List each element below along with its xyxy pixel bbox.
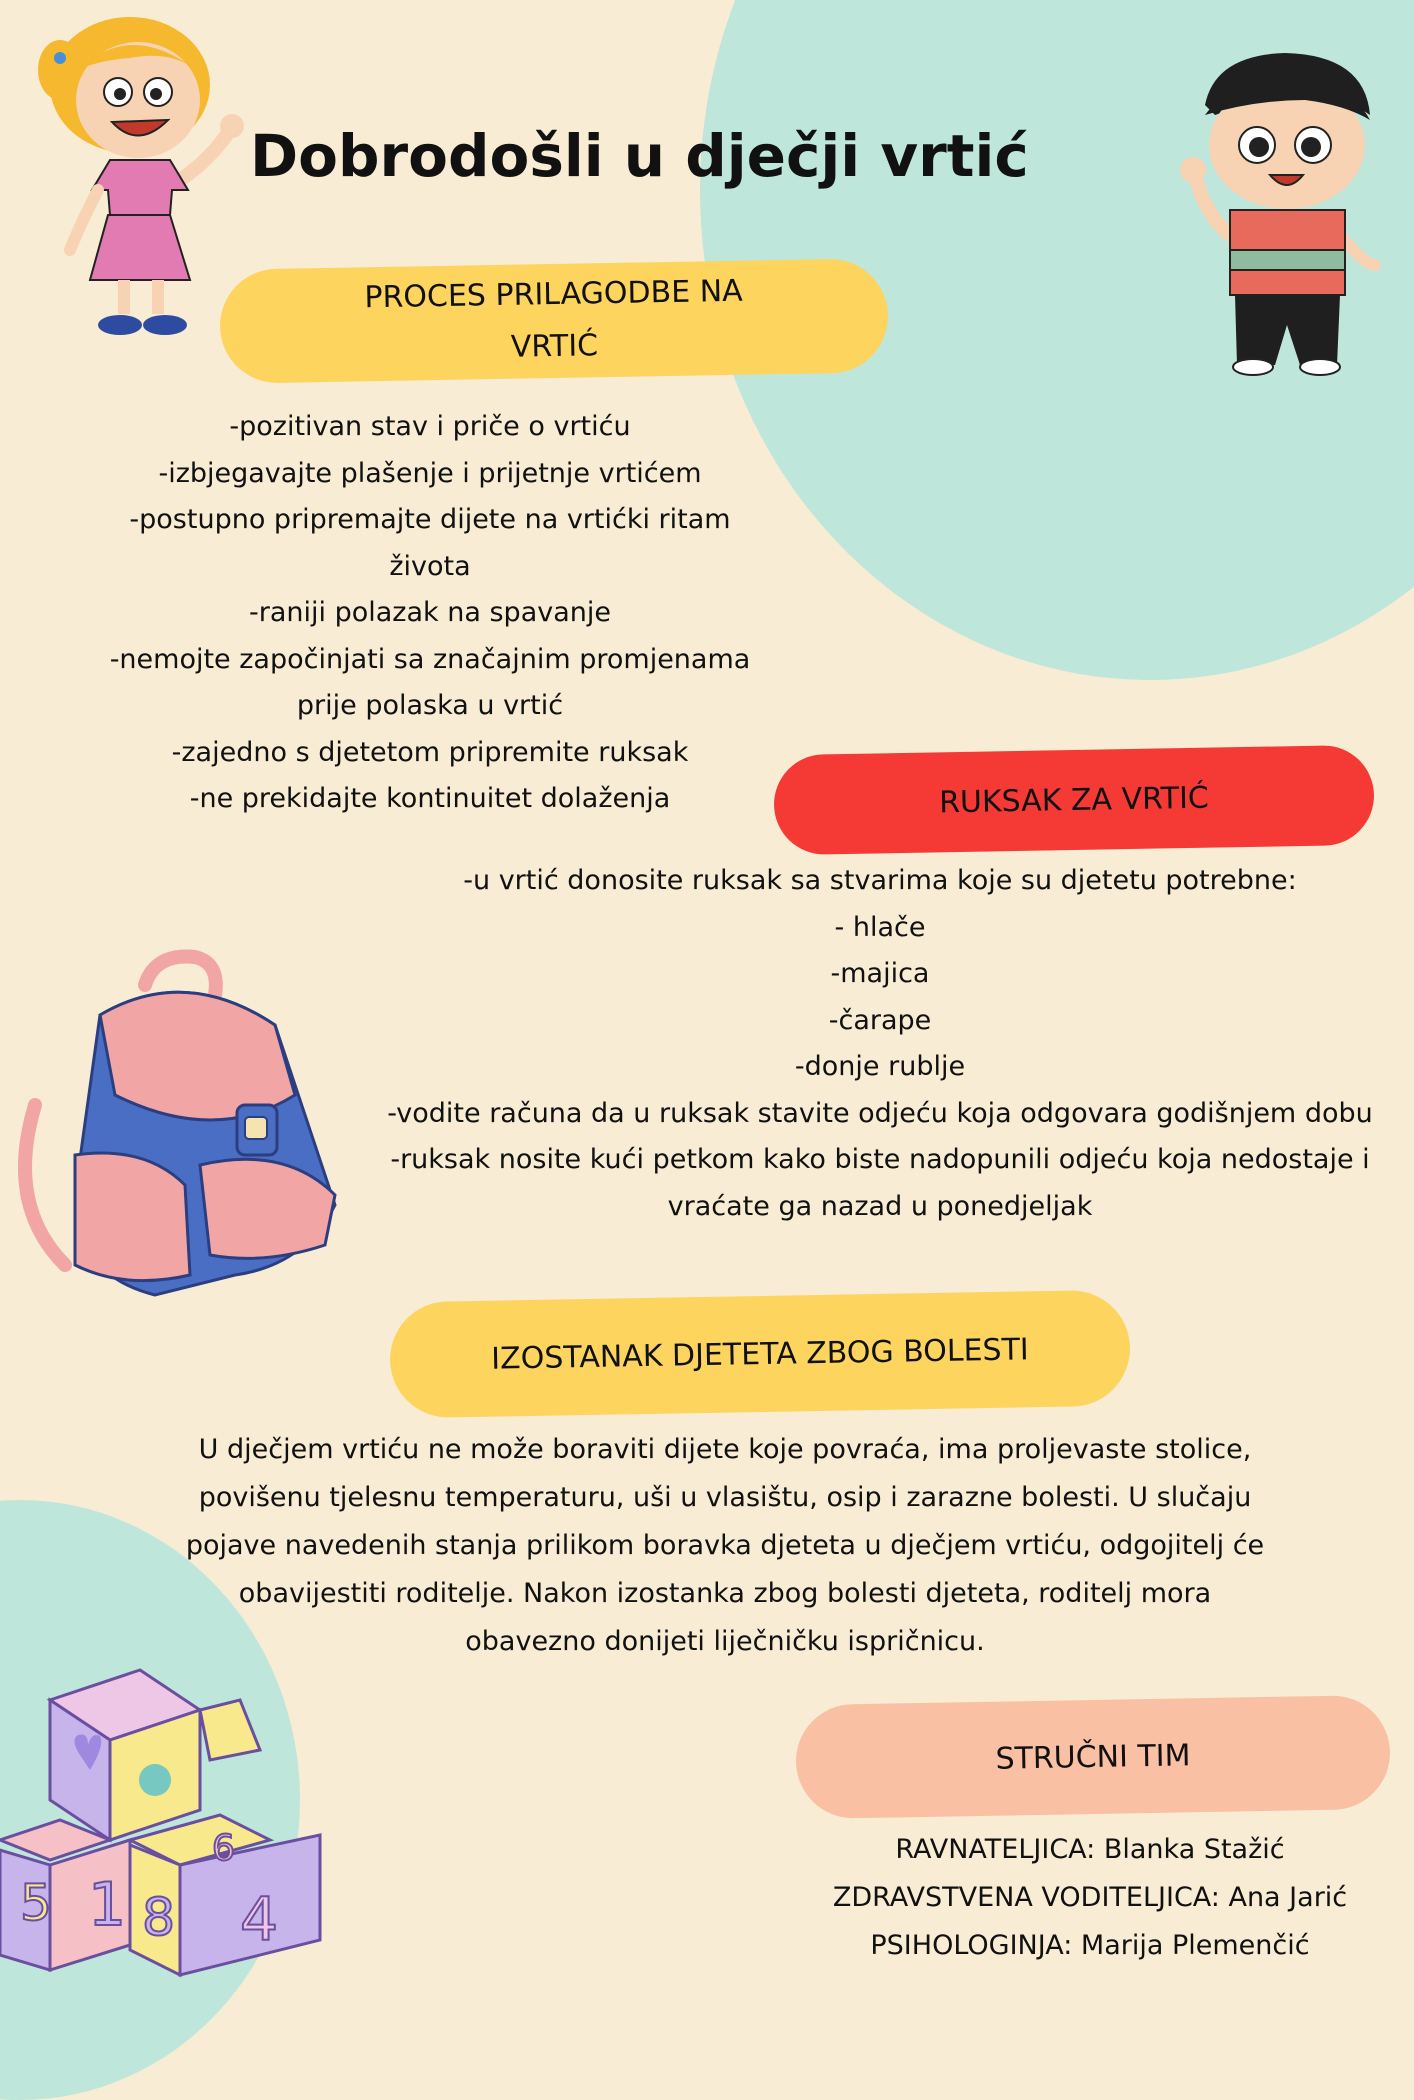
page-title: Dobrodošli u dječji vrtić xyxy=(250,122,1029,190)
backpack-list xyxy=(360,858,1400,1230)
list-item: -nemojte započinjati sa značajnim promjenama xyxy=(109,643,751,675)
list-item: života xyxy=(389,550,471,582)
adaptation-heading xyxy=(273,264,835,378)
list-item: -donje rublje xyxy=(794,1051,966,1082)
list-item: -majica xyxy=(830,958,930,989)
list-item: -pozitivan stav i priče o vrtiću xyxy=(229,411,631,442)
block-number: 8 xyxy=(142,1888,176,1948)
team-member: ZDRAVSTVENA VODITELJICA: Ana Jarić xyxy=(832,1882,1348,1913)
list-item: -zajedno s djetetom pripremite ruksak xyxy=(171,736,689,768)
paragraph-line: obavezno donijeti liječničku ispričnicu. xyxy=(465,1626,985,1657)
list-item: vraćate ga nazad u ponedjeljak xyxy=(667,1190,1093,1222)
list-item: - hlače xyxy=(834,911,926,943)
block-number: 6 xyxy=(212,1828,235,1869)
team-heading-pill xyxy=(795,1695,1391,1819)
adaptation-list xyxy=(80,404,780,823)
illness-heading: IZOSTANAK DJETETA ZBOG BOLESTI xyxy=(490,1331,1030,1377)
illness-heading-pill xyxy=(389,1290,1131,1419)
boy-illustration xyxy=(1175,45,1400,380)
list-item: -čarape xyxy=(828,1004,932,1036)
list-item: -izbjegavajte plašenje i prijetnje vrtićem xyxy=(158,457,702,489)
list-item: -u vrtić donosite ruksak sa stvarima koje su djetetu potrebne: xyxy=(463,865,1297,896)
list-item: -ne prekidajte kontinuitet dolaženja xyxy=(189,783,671,814)
toy-blocks-illustration xyxy=(0,1640,340,2000)
team-list xyxy=(790,1826,1390,1970)
adaptation-heading-line-1: PROCES PRILAGODBE NA xyxy=(364,273,743,316)
backpack-heading-pill xyxy=(773,745,1375,855)
girl-illustration xyxy=(20,10,260,350)
list-item: -ruksak nosite kući petkom kako biste nadopunili odjeću koja nedostaje i xyxy=(390,1144,1370,1175)
list-item: -postupno pripremajte dijete na vrtićki ritam xyxy=(129,504,731,535)
list-item: -raniji polazak na spavanje xyxy=(249,597,611,628)
block-number: 5 xyxy=(20,1874,52,1932)
team-member: PSIHOLOGINJA: Marija Plemenčić xyxy=(870,1930,1310,1961)
list-item: -vodite računa da u ruksak stavite odjeću koja odgovara godišnjem dobu xyxy=(387,1097,1373,1129)
backpack-illustration xyxy=(5,945,350,1305)
paragraph-line: pojave navedenih stanja prilikom boravka djeteta u dječjem vrtiću, odgojitelj će xyxy=(185,1530,1265,1561)
paragraph-line: U dječjem vrtiću ne može boraviti dijete koje povraća, ima proljevaste stolice, xyxy=(198,1434,1252,1465)
block-number: 4 xyxy=(240,1885,279,1955)
adaptation-heading-line-2: VRTIĆ xyxy=(510,328,599,365)
illness-paragraph xyxy=(150,1426,1300,1666)
block-number: 1 xyxy=(88,1870,127,1940)
backpack-heading: RUKSAK ZA VRTIĆ xyxy=(938,780,1210,820)
paragraph-line: povišenu tjelesnu temperaturu, uši u vlasištu, osip i zarazne bolesti. U slučaju xyxy=(198,1482,1252,1513)
list-item: prije polaska u vrtić xyxy=(296,690,564,721)
team-member: RAVNATELJICA: Blanka Stažić xyxy=(895,1834,1285,1865)
paragraph-line: obavijestiti roditelje. Nakon izostanka zbog bolesti djeteta, roditelj mora xyxy=(238,1578,1212,1609)
team-heading: STRUČNI TIM xyxy=(995,1737,1191,1777)
adaptation-heading-pill xyxy=(219,258,889,384)
